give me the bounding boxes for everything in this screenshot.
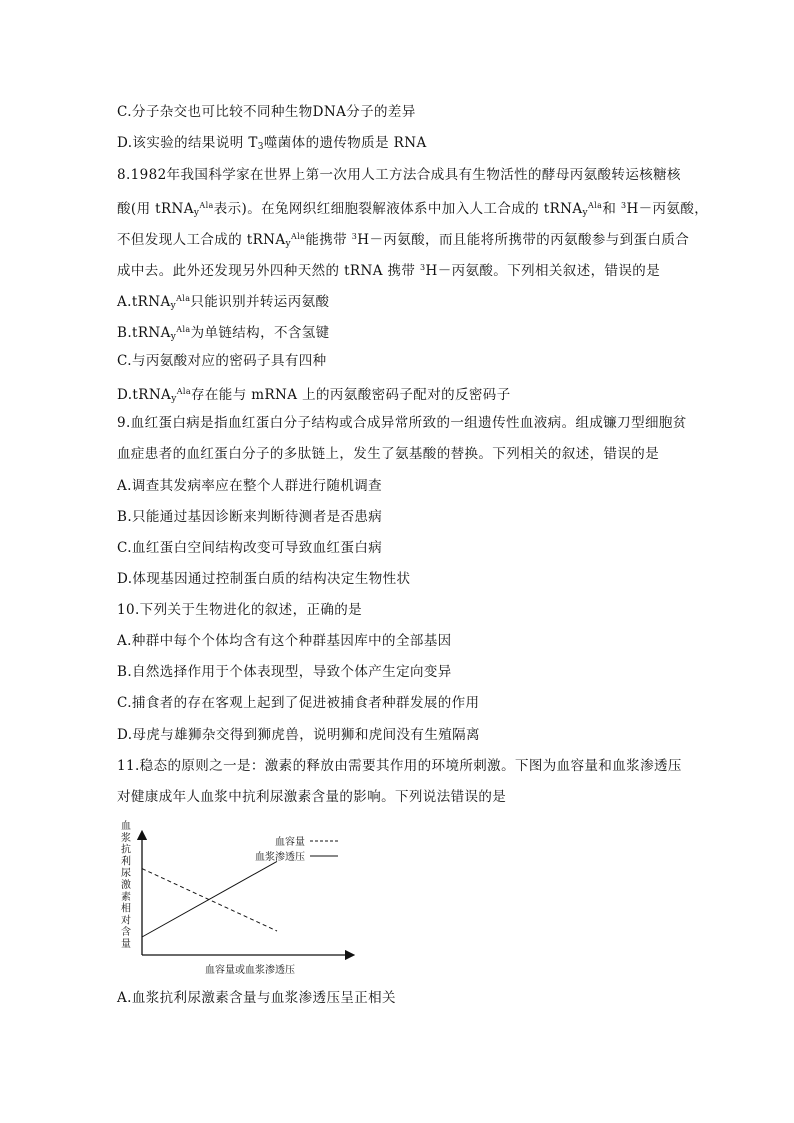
y-axis-label [121,820,131,950]
q7-option-d: D.该实验的结果说明 $T_3$噬菌体的遗传物质是 RNA [117,135,427,152]
q8-stem-line-4: 成中去。此外还发现另外四种天然的 tRNA 携带 $^3$H－丙氨酸。下列相关叙述，错误的是 [117,263,661,279]
adh-chart [112,815,357,985]
q8-option-b: B.tRNA$_y^{Ala}$为单链结构，不含氢键 [117,325,330,342]
y-axis-label-char: 含 [121,927,131,939]
q11-option-a: A.血浆抗利尿激素含量与血浆渗透压呈正相关 [117,990,396,1006]
q9-option-b: B.只能通过基因诊断来判断待测者是否患病 [117,509,383,525]
q9-stem-line-1: 9.血红蛋白病是指血红蛋白分子结构或合成异常所致的一组遗传性血液病。组成镰刀型细胞贫 [117,415,687,431]
q10-option-a: A.种群中每个个体均含有这个种群基因库中的全部基因 [117,633,452,649]
y-axis-label-char: 量 [121,939,131,950]
q10-stem: 10.下列关于生物进化的叙述，正确的是 [117,602,363,618]
q8-option-c: C.与丙氨酸对应的密码子具有四种 [117,353,327,369]
y-axis-label-char: 素 [121,891,131,903]
q9-option-c: C.血红蛋白空间结构改变可导致血红蛋白病 [117,540,383,556]
series-line-blood-volume [142,869,277,931]
y-axis-label-char: 对 [121,915,131,927]
q7-option-c: C.分子杂交也可比较不同种生物DNA分子的差异 [117,104,416,120]
q10-option-c: C.捕食者的存在客观上起到了促进被捕食者种群发展的作用 [117,695,480,711]
legend-label-blood-volume: 血容量 [275,837,305,848]
x-axis-label: 血容量或血浆渗透压 [205,965,295,976]
q9-option-a: A.调查其发病率应在整个人群进行随机调查 [117,478,383,494]
q11-stem-line-2: 对健康成年人血浆中抗利尿激素含量的影响。下列说法错误的是 [117,789,507,805]
y-axis-label-char: 尿 [121,868,131,880]
y-axis-label-char: 相 [121,903,131,915]
legend-label-plasma-osmolality: 血浆渗透压 [255,852,305,863]
q9-stem-line-2: 血症患者的血红蛋白分子的多肽链上，发生了氨基酸的替换。下列相关的叙述，错误的是 [117,446,660,462]
y-axis-label-char: 激 [121,880,131,891]
q8-stem-line-1: 8.1982年我国科学家在世界上第一次用人工方法合成具有生物活性的酵母丙氨酸转运核糖核 [117,167,681,183]
y-axis-label-char: 利 [121,856,131,868]
y-axis-label-char: 浆 [121,832,131,844]
q10-option-d: D.母虎与雄狮杂交得到狮虎兽，说明狮和虎间没有生殖隔离 [117,727,480,743]
y-axis-label-char: 抗 [121,844,131,856]
series-line-plasma-osmolality [142,861,277,937]
q8-stem-line-3: 不但发现人工合成的 tRNA$_y^{Ala}$能携带 $^3$H－丙氨酸，而且能将所携带的丙氨酸参与到蛋白质合 [117,232,690,249]
q8-stem-line-2: 酸(用 tRNA$_y^{Ala}$表示)。在兔网织红细胞裂解液体系中加入人工合成的 tRNA$_y^{Ala}$和 $^3$H－丙氨酸， [117,201,709,218]
q11-stem-line-1: 11.稳态的原则之一是：激素的释放由需要其作用的环境所刺激。下图为血容量和血浆渗透压 [117,758,682,774]
q8-option-a: A.tRNA$_y^{Ala}$只能识别并转运丙氨酸 [117,294,330,311]
y-axis-label-char: 血 [121,821,131,832]
q10-option-b: B.自然选择作用于个体表现型，导致个体产生定向变异 [117,664,452,680]
q8-option-d: D.tRNA$_y^{Ala}$存在能与 mRNA 上的丙氨酸密码子配对的反密码子 [117,387,511,404]
q9-option-d: D.体现基因通过控制蛋白质的结构决定生物性状 [117,571,411,587]
